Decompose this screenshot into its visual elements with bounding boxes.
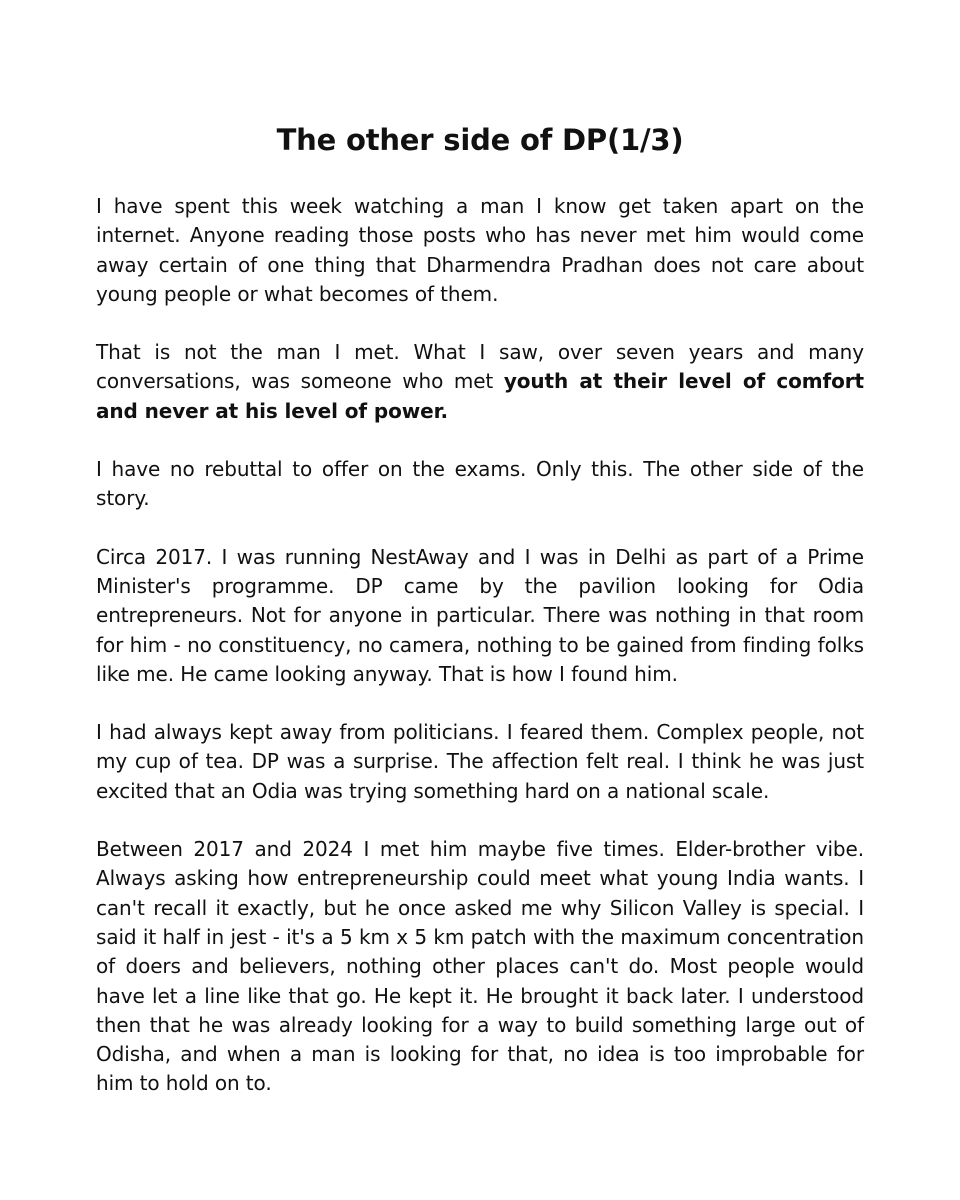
paragraph-2 (96, 338, 864, 426)
paragraph-4: Circa 2017. I was running NestAway and I was in Delhi as part of a Prime Minister's programme. DP came by the pavilion looking for Odia entrepreneurs. Not for anyone in particular. There was nothing in that room for him - no constituency, no camera, nothing to be gained from finding folks like me. He came looking anyway. That is how I found him. (96, 544, 864, 686)
paragraph-2-text: That is not the man I met. What I saw, over seven years and many conversations, was someone who met (96, 340, 864, 394)
paragraph-6: Between 2017 and 2024 I met him maybe five times. Elder-brother vibe. Always asking how entrepreneurship could meet what young India wants. I can't recall it exactly, but he once asked me why Silicon Valley is special. I said it half in jest - it's a 5 km x 5 km patch with the maximum concentration of doers and believers, nothing other places can't do. Most people would have let a line like that go. He kept it. He brought it back later. I understood then that he was already looking for a way to build something large out of Odisha, and when a man is looking for that, no idea is too improbable for him to hold on to. (96, 837, 864, 1096)
document-title: The other side of DP(1/3) (276, 123, 684, 157)
paragraph-3: I have no rebuttal to offer on the exams. Only this. The other side of the story. (96, 457, 864, 511)
paragraph-1: I have spent this week watching a man I know get taken apart on the internet. Anyone reading those posts who has never met him would come away certain of one thing that Dharmendra Pradhan does not care about young people or what becomes of them. (96, 194, 864, 306)
paragraph-5: I had always kept away from politicians. I feared them. Complex people, not my cup of tea. DP was a surprise. The affection felt real. I think he was just excited that an Odia was trying something hard on a national scale. (96, 720, 864, 803)
paragraph-2-bold-text: youth at their level of comfort and never at his level of power. (96, 369, 864, 423)
document-page (96, 118, 864, 1128)
